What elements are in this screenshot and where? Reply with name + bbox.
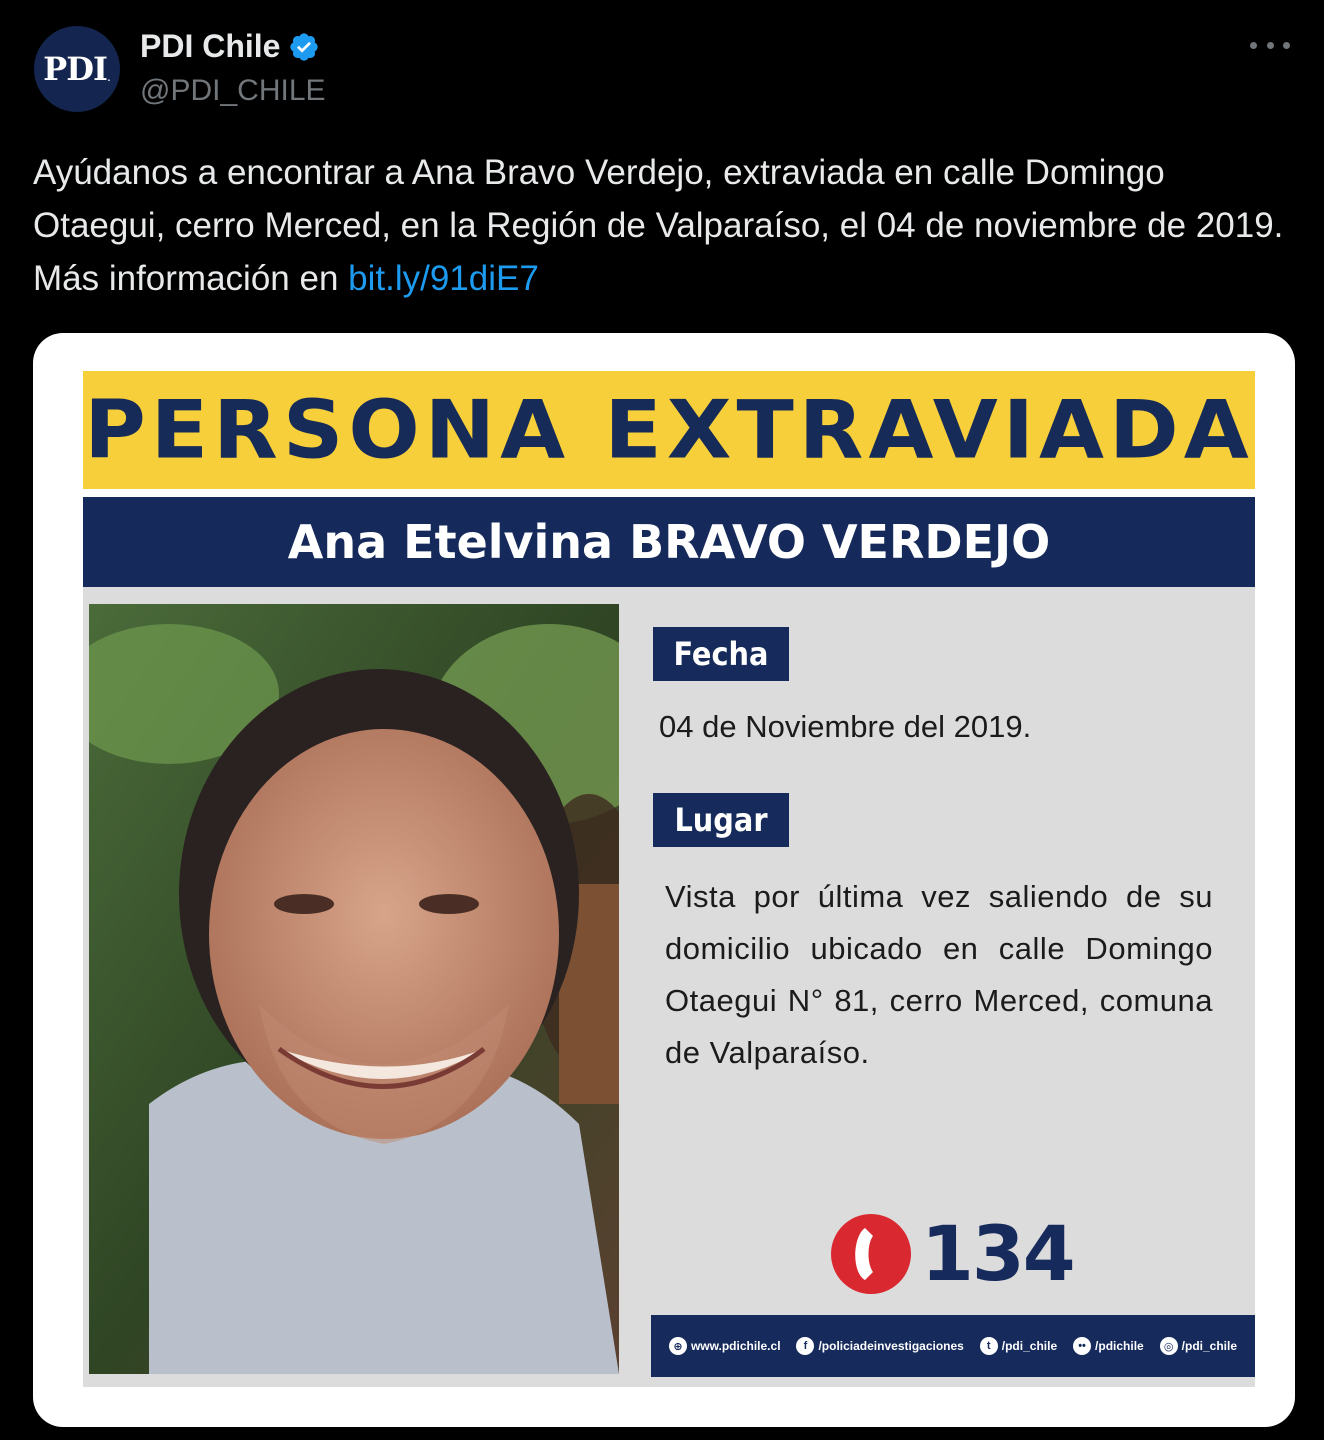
- tweet-link[interactable]: bit.ly/91diE7: [348, 259, 539, 298]
- twitter-icon: t: [980, 1337, 998, 1355]
- date-value: 04 de Noviembre del 2019.: [659, 709, 1032, 744]
- social-item-web: [669, 1337, 781, 1355]
- missing-person-poster: [83, 371, 1255, 1387]
- poster-title: PERSONA EXTRAVIADA: [84, 383, 1254, 477]
- person-photo: [89, 604, 619, 1374]
- place-label: Lugar: [653, 793, 789, 847]
- place-value: Vista por última vez saliendo de su domicilio ubicado en calle Domingo Otaegui N° 81, cerro Merced, comuna de Valparaíso.: [665, 879, 1213, 1070]
- more-options-icon[interactable]: [1250, 30, 1290, 60]
- author-handle[interactable]: @PDI_CHILE: [140, 74, 326, 107]
- social-footer: [651, 1315, 1255, 1377]
- author-name-row: [140, 28, 320, 65]
- social-label: /pdichile: [1095, 1339, 1144, 1353]
- social-item-facebook: [796, 1337, 963, 1355]
- verified-badge-icon: [288, 31, 320, 63]
- avatar-logo-text: PDI: [43, 50, 107, 88]
- person-name: Ana Etelvina BRAVO VERDEJO: [287, 515, 1051, 569]
- facebook-icon: f: [796, 1337, 814, 1355]
- social-label: www.pdichile.cl: [690, 1339, 781, 1353]
- globe-icon: ⊕: [669, 1337, 687, 1355]
- tweet-media[interactable]: [33, 333, 1295, 1427]
- phone-icon: [829, 1212, 913, 1296]
- social-label: /pdi_chile: [1001, 1339, 1058, 1353]
- flickr-icon: ••: [1073, 1337, 1091, 1355]
- social-item-twitter: [980, 1337, 1057, 1355]
- display-name[interactable]: PDI Chile: [140, 28, 281, 64]
- social-item-instagram: [1160, 1337, 1237, 1355]
- social-label: /policiadeinvestigaciones: [818, 1339, 964, 1353]
- date-label: Fecha: [653, 627, 789, 681]
- instagram-icon: ◎: [1160, 1337, 1178, 1355]
- tweet-body: Ayúdanos a encontrar a Ana Bravo Verdejo, extraviada en calle Domingo Otaegui, cerro Merced, en la Región de Valparaíso, el 04 de noviembre de 2019. Más información en: [33, 153, 1284, 298]
- phone-number: 134: [921, 1209, 1074, 1298]
- social-item-flickr: [1073, 1337, 1144, 1355]
- tweet-text: [33, 146, 1293, 305]
- avatar[interactable]: PDI .: [34, 26, 120, 112]
- social-label: /pdi_chile: [1181, 1339, 1238, 1353]
- poster-name-banner: [83, 497, 1255, 587]
- poster-title-banner: [83, 371, 1255, 489]
- phone-contact: [829, 1209, 1074, 1298]
